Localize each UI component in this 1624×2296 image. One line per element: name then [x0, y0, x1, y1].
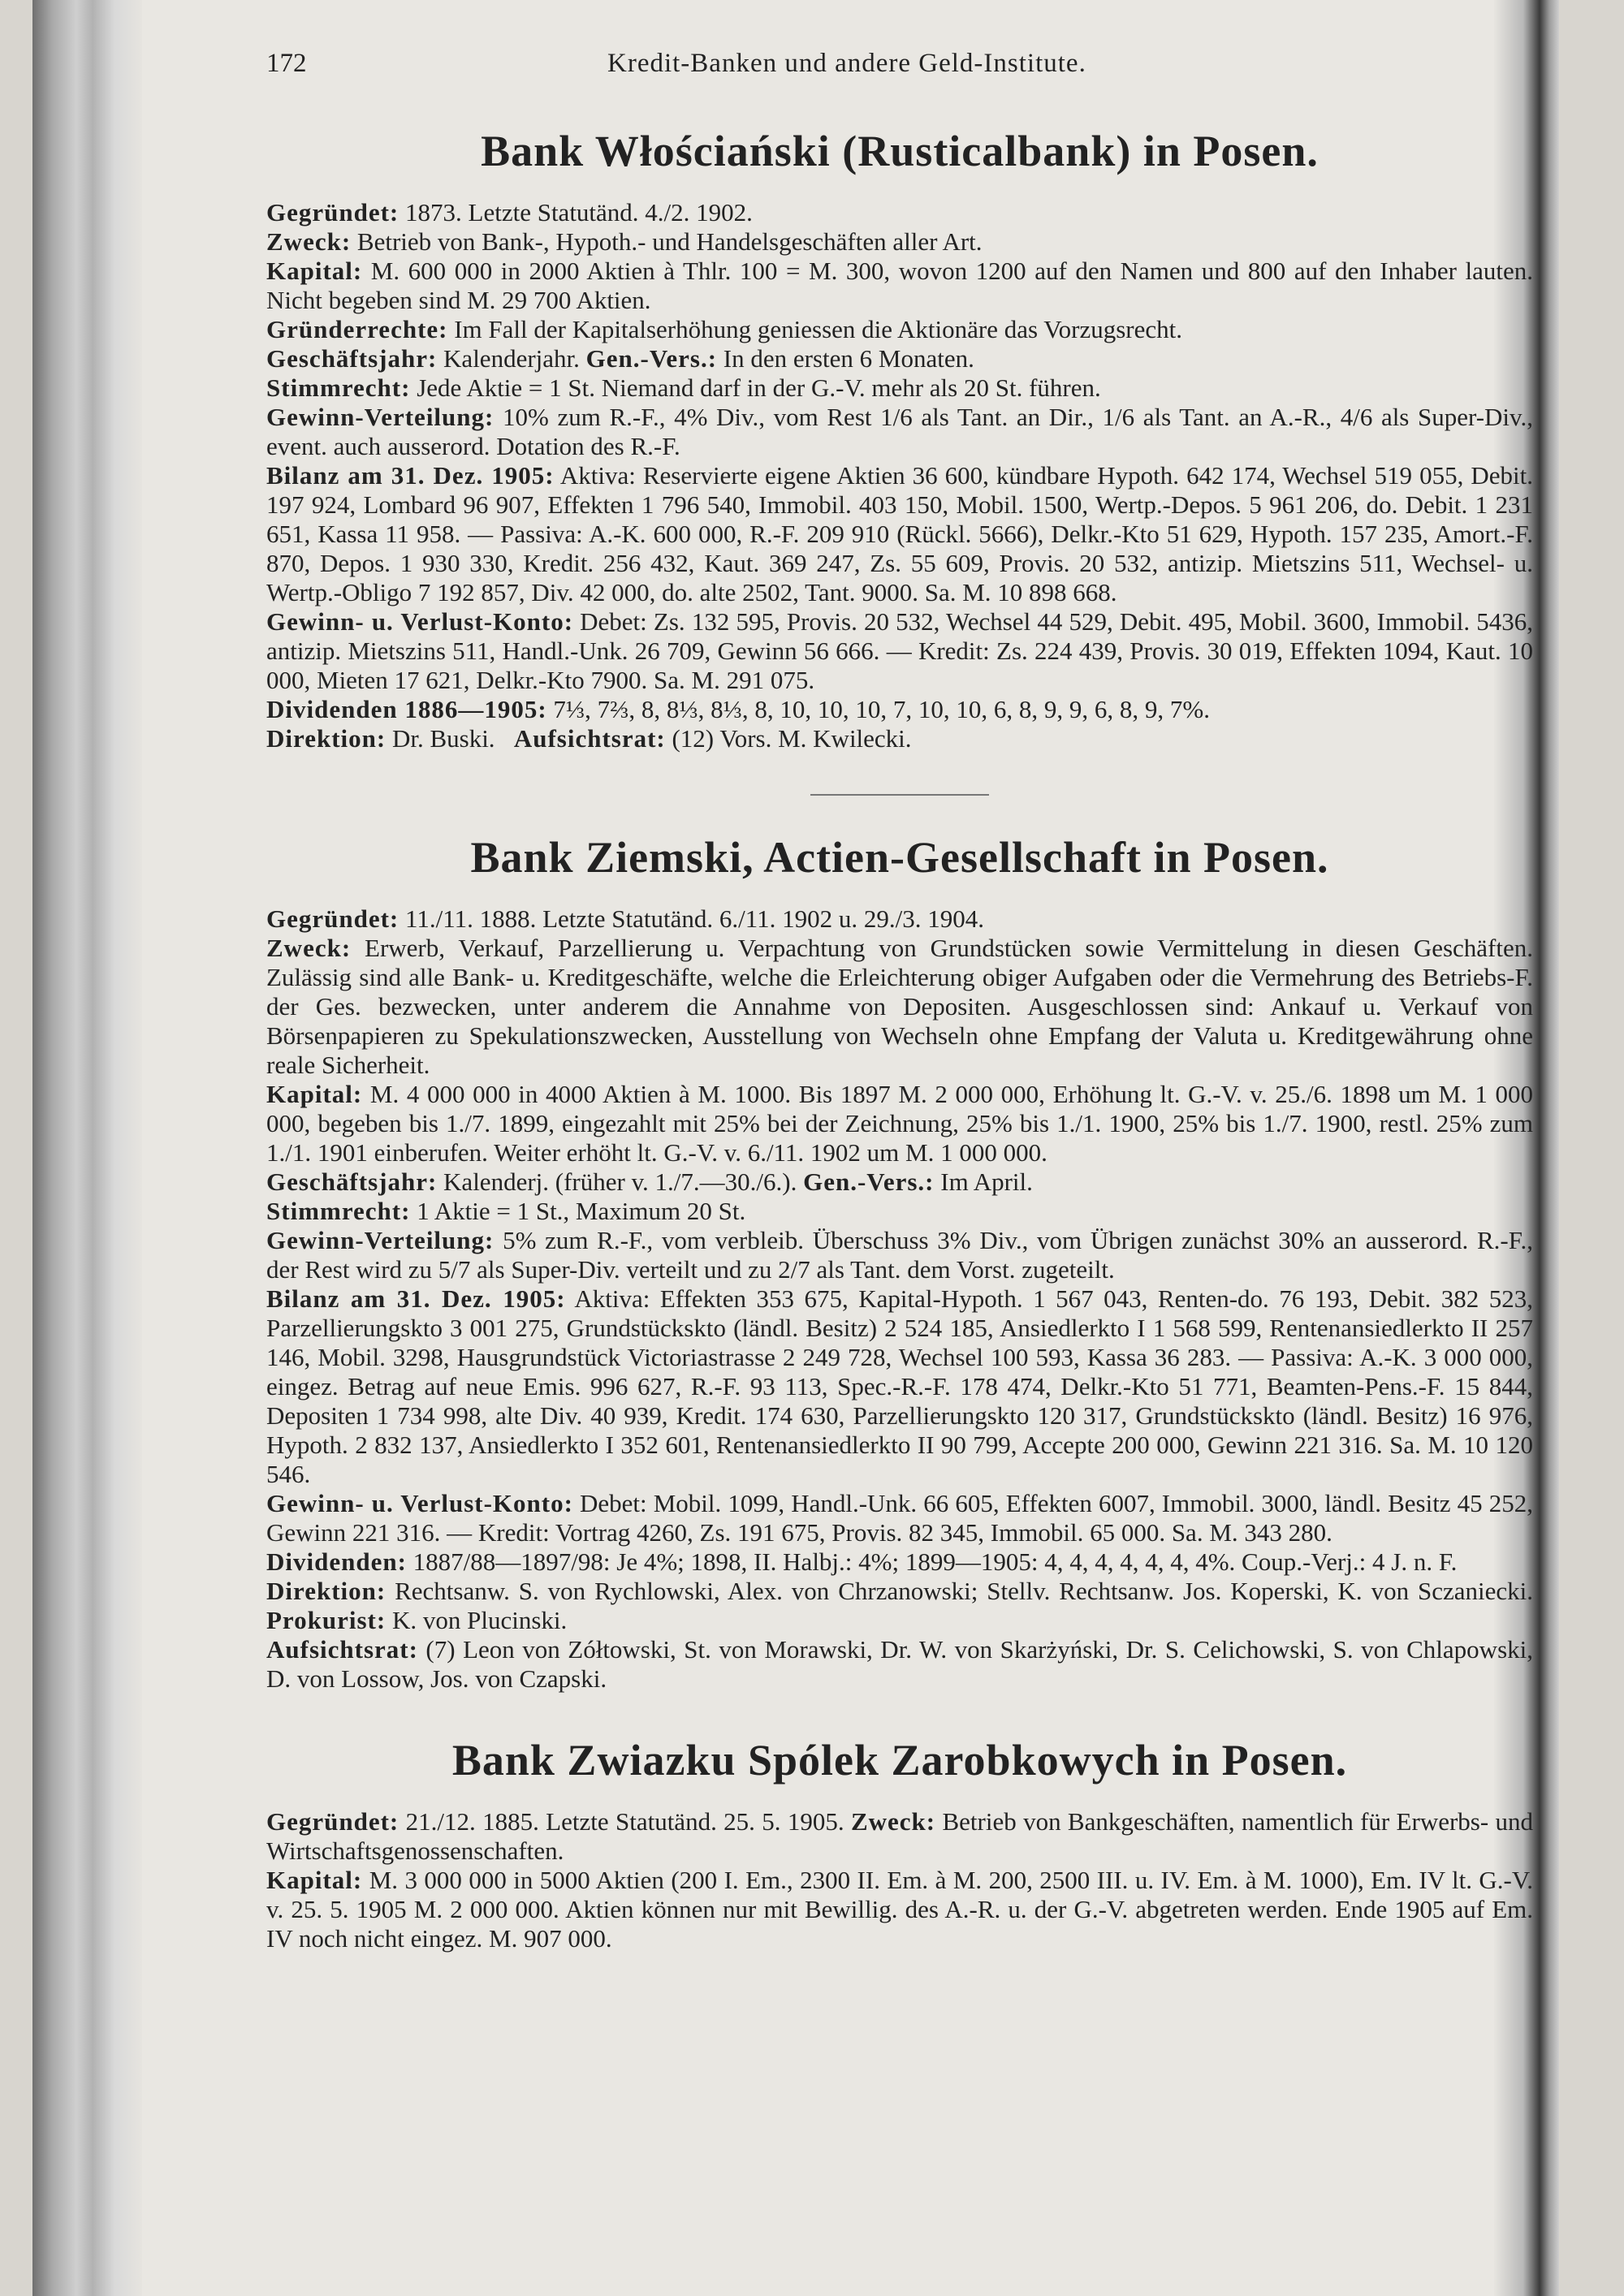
entry-label: Kapital:	[266, 1080, 363, 1108]
entry-text: Erwerb, Verkauf, Parzellierung u. Verpachtung von Grundstücken sowie Vermittelung in diesen Geschäften. Zulässig sind alle Bank- u. Kreditgeschäfte, welche die Erleichterung obiger Aufgaben oder die Vermehrung des Betriebs-F. der Ges. bezwecken, unter anderem die Annahme von Depositen. Ausgeschlossen sind: Ankauf u. Verkauf von Börsenpapieren zu Spekulationszwecken, Ausstellung von Wechseln ohne Empfang der Valuta u. Kreditgewährung ohne reale Sicherheit.	[266, 934, 1533, 1079]
running-title: Kredit-Banken und andere Geld-Institute.	[607, 49, 1086, 78]
entry-text: Jede Aktie = 1 St. Niemand darf in der G.-V. mehr als 20 St. führen.	[417, 373, 1101, 402]
section-title: Bank Zwiazku Spólek Zarobkowych in Posen.	[451, 1736, 1348, 1785]
entry-stimmrecht	[266, 373, 1533, 403]
entry-text: Kalenderj. (früher v. 1./7.—30./6.).	[443, 1167, 797, 1196]
entry-text: 1 Aktie = 1 St., Maximum 20 St.	[417, 1197, 746, 1225]
entry-text: Debet: Zs. 132 595, Provis. 20 532, Wechsel 44 529, Debit. 495, Mobil. 3600, Immobil. 5436, antizip. Mietszins 511, Handl.-Unk. 26 709, Gewinn 56 666. — Kredit: Zs. 224 439, Provis. 30 019, Effekten 1094, Kaut. 10 000, Mieten 17 621, Delkr.-Kto 7900. Sa. M. 291 075.	[266, 607, 1533, 694]
section-divider	[810, 794, 989, 796]
entry-gegruendet	[266, 198, 1533, 227]
entry-text: M. 3 000 000 in 5000 Aktien (200 I. Em., 2300 II. Em. à M. 200, 2500 III. u. IV. Em. à M. 1000), Em. IV lt. G.-V. v. 25. 5. 1905 M. 2 000 000. Aktien können nur mit Bewillig. des A.-R. u. der G.-V. abgetreten werden. Ende 1905 auf Em. IV noch nicht eingez. M. 907 000.	[266, 1866, 1534, 1953]
entry-gewinn-verlust-konto	[266, 607, 1533, 695]
entry-text: 21./12. 1885. Letzte Statutänd. 25. 5. 1905.	[405, 1807, 844, 1836]
entry-label: Kapital:	[266, 257, 363, 285]
entry-text: Aktiva: Effekten 353 675, Kapital-Hypoth. 1 567 043, Renten-do. 76 193, Debit. 382 523, Parzellierungskto 3 001 275, Grundstückskto (ländl. Besitz) 2 524 185, Ansiedlerkto I 1 568 599, Rentenansiedlerkto II 257 146, Mobil. 3298, Hausgrundstück Victoriastrasse 2 249 728, Wechsel 100 593, Kassa 36 283. — Passiva: A.-K. 3 000 000, eingez. Betrag auf neue Emis. 996 627, R.-F. 93 113, Spec.-R.-F. 178 474, Delkr.-Kto 51 771, Beamten-Pens.-F. 15 844, Depositen 1 734 998, alte Div. 40 939, Kredit. 174 630, Parzellierungskto 120 317, Grundstückskto (ländl. Besitz) 16 976, Hypoth. 2 832 137, Ansiedlerkto I 352 601, Rentenansiedlerkto II 90 799, Accepte 200 000, Gewinn 221 316. Sa. M. 10 120 546.	[266, 1284, 1533, 1488]
page	[32, 0, 1559, 2296]
entry-text: Debet: Mobil. 1099, Handl.-Unk. 66 605, Effekten 6007, Immobil. 3000, ländl. Besitz 45 252, Gewinn 221 316. — Kredit: Vortrag 4260, Zs. 191 675, Provis. 82 345, Immobil. 65 000. Sa. M. 343 280.	[266, 1489, 1533, 1547]
entry-label: Geschäftsjahr:	[266, 1167, 438, 1196]
entry-text-secondary: K. von Plucinski.	[391, 1606, 568, 1634]
entry-text: 10% zum R.-F., 4% Div., vom Rest 1/6 als Tant. an Dir., 1/6 als Tant. an A.-R., 4/6 als Super-Div., event. auch ausserord. Dotation des R.-F.	[266, 403, 1534, 460]
entry-label: Gegründet:	[266, 198, 400, 227]
entry-text: M. 4 000 000 in 4000 Aktien à M. 1000. Bis 1897 M. 2 000 000, Erhöhung lt. G.-V. v. 25./6. 1898 um M. 1 000 000, begeben bis 1./7. 1899, eingezahlt mit 25% bei der Zeichnung, 25% bis 1./1. 1900, 25% bis 1./7. 1900, restl. 25% zum 1./1. 1901 einberufen. Weiter erhöht lt. G.-V. v. 6./11. 1902 um M. 1 000 000.	[266, 1080, 1533, 1167]
section-title: Bank Włościański (Rusticalbank) in Posen.	[481, 127, 1319, 175]
entry-bilanz	[266, 1284, 1533, 1489]
section-bank-zwiazku	[266, 1734, 1533, 1953]
entry-text-secondary: Im April.	[940, 1167, 1033, 1196]
entry-label: Zweck:	[266, 227, 352, 256]
entry-label-secondary: Gen.-Vers.:	[803, 1167, 935, 1196]
entry-gruenderrechte	[266, 315, 1533, 344]
entry-label: Dividenden 1886—1905:	[266, 695, 547, 723]
page-number: 172	[266, 49, 307, 78]
entry-text: 1887/88—1897/98: Je 4%; 1898, II. Halbj.: 4%; 1899—1905: 4, 4, 4, 4, 4, 4, 4%. Coup.-Verj.: 4 J. n. F.	[412, 1547, 1458, 1576]
entry-geschaeftsjahr	[266, 1167, 1533, 1197]
page-content	[266, 49, 1533, 1994]
entry-text: M. 600 000 in 2000 Aktien à Thlr. 100 = M. 300, wovon 1200 auf den Namen und 800 auf den Inhaber lauten. Nicht begeben sind M. 29 700 Aktien.	[266, 257, 1534, 314]
entry-bilanz	[266, 461, 1533, 607]
section-bank-wloscianski	[266, 125, 1533, 753]
entry-text: Aktiva: Reservierte eigene Aktien 36 600, kündbare Hypoth. 642 174, Wechsel 519 055, Debit. 197 924, Lombard 96 907, Effekten 1 796 540, Immobil. 403 150, Mobil. 1500, Wertp.-Depos. 5 961 206, do. Debit. 1 231 651, Kassa 11 958. — Passiva: A.-K. 600 000, R.-F. 209 910 (Rückl. 5666), Delkr.-Kto 51 629, Hypoth. 157 235, Amort.-F. 870, Depos. 1 930 330, Kredit. 256 432, Kaut. 369 247, Zs. 55 609, Provis. 20 532, antizip. Mietszins 511, Wechsel- u. Wertp.-Obligo 7 192 857, Div. 42 000, do. alte 2502, Tant. 9000. Sa. M. 10 898 668.	[266, 461, 1533, 606]
entry-label: Gewinn- u. Verlust-Konto:	[266, 607, 574, 636]
entry-dividenden	[266, 1547, 1533, 1577]
section-bank-ziemski	[266, 831, 1533, 1694]
entry-label: Direktion:	[266, 724, 387, 753]
entry-label: Geschäftsjahr:	[266, 344, 438, 373]
entry-zweck	[266, 227, 1533, 257]
entry-text: 7⅓, 7⅔, 8, 8⅓, 8⅓, 8, 10, 10, 10, 7, 10, 10, 6, 8, 9, 9, 6, 8, 9, 7%.	[553, 695, 1210, 723]
entry-label: Gewinn-Verteilung:	[266, 1226, 495, 1254]
entry-label: Stimmrecht:	[266, 1197, 411, 1225]
entry-aufsichtsrat	[266, 1635, 1533, 1694]
entry-text: 11./11. 1888. Letzte Statutänd. 6./11. 1902 u. 29./3. 1904.	[405, 904, 984, 933]
entry-gewinn-verteilung	[266, 403, 1533, 461]
entry-label: Gewinn-Verteilung:	[266, 403, 495, 431]
entry-kapital	[266, 257, 1533, 315]
entry-zweck	[266, 934, 1533, 1080]
entry-dividenden	[266, 695, 1533, 724]
running-head	[266, 49, 1533, 78]
section-title: Bank Ziemski, Actien-Gesellschaft in Posen.	[470, 833, 1329, 882]
entry-label: Gegründet:	[266, 904, 400, 933]
entry-gewinn-verteilung	[266, 1226, 1533, 1284]
entry-text: Kalenderjahr.	[443, 344, 580, 373]
entry-label-secondary: Prokurist:	[266, 1606, 387, 1634]
entry-label-secondary: Aufsichtsrat:	[513, 724, 666, 753]
entry-geschaeftsjahr	[266, 344, 1533, 373]
entry-text: Dr. Buski.	[391, 724, 495, 753]
entry-text-secondary: (12) Vors. M. Kwilecki.	[672, 724, 912, 753]
entry-text: Betrieb von Bank-, Hypoth.- und Handelsgeschäften aller Art.	[356, 227, 983, 256]
entry-direktion	[266, 724, 1533, 753]
book-spine	[32, 0, 142, 2296]
entry-text: Rechtsanw. S. von Rychlowski, Alex. von Chrzanowski; Stellv. Rechtsanw. Jos. Koperski, K. von Sczaniecki.	[395, 1577, 1533, 1605]
entry-direktion	[266, 1577, 1533, 1635]
entry-text-secondary: In den ersten 6 Monaten.	[723, 344, 974, 373]
entry-label: Kapital:	[266, 1866, 363, 1894]
entry-label: Gewinn- u. Verlust-Konto:	[266, 1489, 573, 1517]
entry-label: Gegründet:	[266, 1807, 400, 1836]
entry-gegruendet	[266, 1807, 1533, 1866]
entry-label: Zweck:	[266, 934, 352, 962]
entry-kapital	[266, 1080, 1533, 1167]
entry-text-secondary: Betrieb von Bankgeschäften, namentlich für Erwerbs- und Wirtschaftsgenossenschaften.	[266, 1807, 1534, 1865]
entry-label: Bilanz am 31. Dez. 1905:	[266, 1284, 566, 1313]
entry-label: Gründerrechte:	[266, 315, 448, 343]
entry-text: (7) Leon von Zółtowski, St. von Morawski, Dr. W. von Skarżyński, Dr. S. Celichowski, S. von Chlapowski, D. von Lossow, Jos. von Czapski.	[266, 1635, 1533, 1693]
entry-text: 1873. Letzte Statutänd. 4./2. 1902.	[405, 198, 753, 227]
entry-kapital	[266, 1866, 1533, 1953]
entry-label: Aufsichtsrat:	[266, 1635, 418, 1664]
entry-gewinn-verlust-konto	[266, 1489, 1533, 1547]
entry-text: Im Fall der Kapitalserhöhung geniessen die Aktionäre das Vorzugsrecht.	[454, 315, 1183, 343]
entry-label: Bilanz am 31. Dez. 1905:	[266, 461, 555, 490]
entry-text: 5% zum R.-F., vom verbleib. Überschuss 3% Div., vom Übrigen zunächst 30% an ausserord. R.-F., der Rest wird zu 5/7 als Super-Div. verteilt und zu 2/7 als Tant. dem Vorst. zugeteilt.	[266, 1226, 1533, 1284]
entry-label-secondary: Zweck:	[850, 1807, 936, 1836]
entry-label: Stimmrecht:	[266, 373, 411, 402]
entry-label: Dividenden:	[266, 1547, 407, 1576]
entry-stimmrecht	[266, 1197, 1533, 1226]
entry-label: Direktion:	[266, 1577, 387, 1605]
entry-gegruendet	[266, 904, 1533, 934]
entry-label-secondary: Gen.-Vers.:	[585, 344, 718, 373]
